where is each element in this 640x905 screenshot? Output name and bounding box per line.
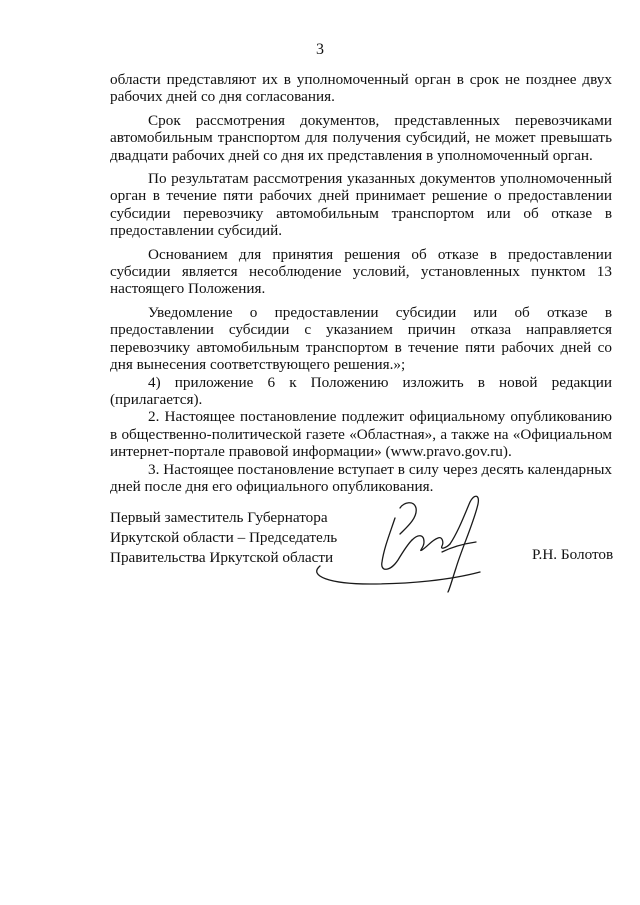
paragraph-publication — [110, 408, 612, 460]
document-body — [110, 71, 612, 495]
signatory-title-line: Иркутской области – Председатель — [110, 529, 338, 546]
text-line: настоящего Положения. — [110, 280, 266, 298]
signatory-name: Р.Н. Болотов — [532, 546, 614, 563]
text-line: 3. Настоящее постановление вступает в силу через десять календарных — [148, 460, 612, 478]
text-line: области представляют их в уполномоченный орган в срок не позднее двух — [110, 71, 612, 88]
paragraph-refusal-grounds — [110, 246, 612, 298]
paragraph-appendix — [110, 374, 612, 409]
paragraph-notification — [110, 304, 612, 374]
text-line: 4) приложение 6 к Положению изложить в новой редакции — [148, 373, 612, 391]
text-line: автомобильным транспортом для получения субсидий, не может превышать — [110, 129, 612, 147]
text-line: предоставлении субсидий. — [110, 222, 283, 240]
text-line: в общественно-политической газете «Областная», а также на «Официальном — [110, 425, 612, 443]
handwritten-signature — [300, 488, 510, 598]
page-number: 3 — [316, 41, 324, 58]
text-line: Срок рассмотрения документов, представленных перевозчиками — [148, 111, 612, 129]
text-line: (прилагается). — [110, 390, 203, 408]
signatory-title-line: Первый заместитель Губернатора — [110, 509, 328, 526]
signatory-title-line: Правительства Иркутской области — [110, 549, 334, 566]
text-line: Уведомление о предоставлении субсидии или об отказе в — [148, 303, 612, 321]
paragraph-review-period — [110, 112, 612, 164]
text-line: интернет-портале правовой информации» (www.pravo.gov.ru). — [110, 443, 512, 461]
paragraph-decision — [110, 170, 612, 240]
text-line: 2. Настоящее постановление подлежит официальному опубликованию — [148, 408, 612, 426]
paragraph-submission-deadline — [110, 71, 612, 106]
text-line: предоставлении субсидии с указанием причин отказа направляется — [110, 321, 612, 339]
text-line: субсидии является несоблюдение условий, установленных пунктом 13 — [110, 263, 612, 281]
text-line: дня вынесения соответствующего решения.»; — [110, 356, 406, 374]
text-line: перевозчику автомобильным транспортом в течение пяти рабочих дней со — [110, 338, 612, 356]
text-line: рабочих дней со дня согласования. — [110, 88, 335, 106]
text-line: субсидии перевозчику автомобильным транспортом или об отказе в — [110, 204, 612, 222]
text-line: По результатам рассмотрения указанных документов уполномоченный — [148, 170, 612, 188]
text-line: орган в течение пяти рабочих дней принимает решение о предоставлении — [110, 187, 612, 205]
text-line: двадцати рабочих дней со дня их представления в уполномоченный орган. — [110, 146, 593, 164]
text-line: дней после дня его официального опубликования. — [110, 477, 434, 495]
text-line: Основанием для принятия решения об отказе в предоставлении — [148, 245, 612, 263]
